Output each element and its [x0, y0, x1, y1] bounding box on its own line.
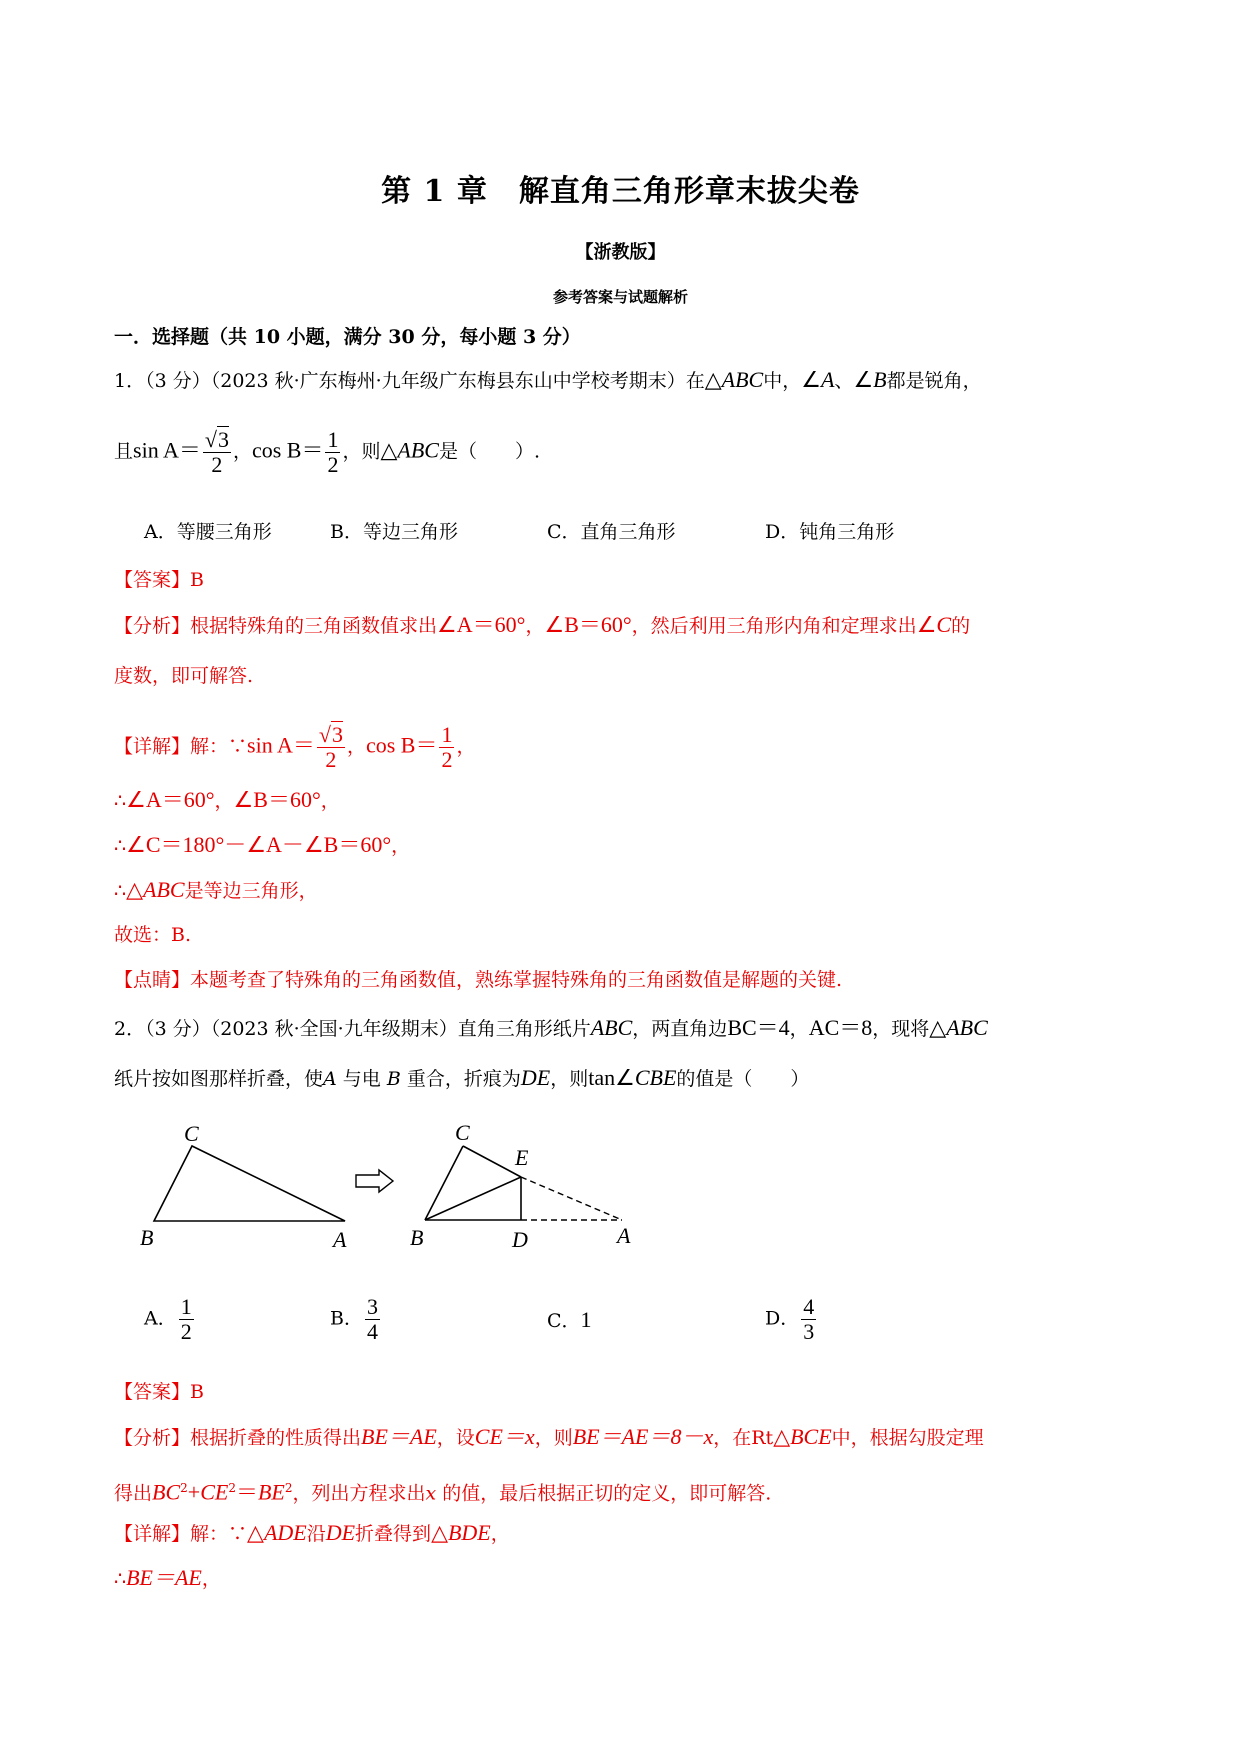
- q2-source: （2023 秋·全国·九年级期末）: [210, 1018, 458, 1040]
- q2-text: 与电: [336, 1068, 387, 1090]
- angle-symbol: ∠: [801, 367, 821, 392]
- step-text: ，: [214, 790, 234, 812]
- q1-number: 1．: [114, 370, 146, 392]
- q1-choose: 故选：B.: [114, 924, 192, 946]
- fraction-1-over-2: [439, 723, 454, 772]
- math-be: BE: [257, 1479, 285, 1505]
- q1-step1: [114, 788, 340, 813]
- therefore-symbol: ∴: [114, 790, 127, 812]
- detail-label: 【详解】解：∵: [114, 1523, 248, 1545]
- q2-text: ，两直角边: [632, 1018, 728, 1040]
- triangle-symbol: △: [126, 877, 144, 902]
- angle-symbol: ∠: [615, 1065, 635, 1090]
- q1-option-a: A．等腰三角形: [144, 521, 272, 543]
- angle-symbol: ∠: [303, 832, 324, 857]
- q2-figure: [130, 1115, 670, 1255]
- label-e: E: [515, 1145, 529, 1170]
- arrow-icon: [356, 1170, 393, 1192]
- detail-label: 【详解】解：∵: [114, 735, 248, 758]
- label-a: A: [333, 1227, 347, 1252]
- math-a: A: [820, 367, 835, 392]
- denominator: 2: [327, 452, 339, 477]
- q1-step3: [114, 878, 318, 903]
- folded-triangle: [410, 1120, 631, 1252]
- math-de: DE: [325, 1520, 356, 1545]
- math-ade: ADE: [263, 1520, 307, 1545]
- label-d: D: [512, 1227, 528, 1252]
- fraction-1-over-2: [325, 428, 340, 477]
- math-cbe: CBE: [634, 1065, 677, 1090]
- label-c: C: [455, 1120, 470, 1145]
- q1-text: 是（ ）.: [438, 440, 541, 463]
- math-x: x: [425, 1482, 437, 1505]
- math-bc: BC: [152, 1479, 181, 1505]
- numerator: 1: [327, 427, 339, 452]
- math-c: C: [936, 612, 952, 637]
- denominator: 2: [325, 747, 337, 772]
- q1-text: ，则: [342, 440, 381, 463]
- q2-answer: 【答案】B: [114, 1381, 204, 1403]
- math-de: DE: [520, 1065, 551, 1090]
- numerator: 3: [366, 1294, 378, 1319]
- q1-text: 都是锐角，: [886, 370, 982, 392]
- step-text: 是等边三角形，: [184, 880, 318, 902]
- denominator: 2: [211, 452, 223, 477]
- detail-text: ，: [201, 1568, 221, 1590]
- triangle-symbol: △: [704, 367, 722, 392]
- q1-analysis-line2: 度数，即可解答.: [114, 665, 254, 687]
- math-bde: BDE: [447, 1520, 491, 1545]
- math-sin-a: sin A＝: [247, 732, 315, 758]
- angle-symbol: ∠: [246, 832, 267, 857]
- denominator: 3: [803, 1319, 815, 1344]
- math-ac-8: AC＝8: [808, 1015, 873, 1040]
- math-abc: ABC: [397, 437, 439, 463]
- q2-option-b: [330, 1295, 382, 1344]
- math-b-60: B＝60°: [253, 787, 321, 812]
- q2-option-a: [144, 1295, 196, 1344]
- option-label: A．: [144, 1307, 177, 1330]
- q1-score: （3 分）: [145, 370, 211, 392]
- math-bc-4: BC＝4: [727, 1015, 790, 1040]
- label-c: C: [184, 1121, 199, 1146]
- q2-analysis-line2: [114, 1476, 771, 1505]
- point-a: A: [323, 1068, 337, 1090]
- math-c-180: C＝180°－: [145, 832, 247, 857]
- math-tan: tan: [588, 1065, 616, 1090]
- analysis-text: ，列出方程求出: [292, 1482, 426, 1505]
- q1-answer: 【答案】B: [114, 569, 204, 591]
- angle-symbol: ∠: [126, 787, 146, 812]
- analysis-text: 中，根据勾股定理: [831, 1427, 984, 1449]
- triangle-symbol: △: [929, 1015, 947, 1040]
- analysis-text: ，: [525, 615, 545, 637]
- detail-text: 折叠得到: [355, 1523, 432, 1545]
- q2-detail-line2: [114, 1566, 221, 1591]
- detail-text: ，: [490, 1523, 510, 1545]
- q1-text: 中，: [763, 370, 802, 392]
- label-b: B: [140, 1225, 154, 1250]
- q1-source: （2023 秋·广东梅州·九年级广东梅县东山中学校考期末）: [210, 370, 686, 392]
- option-label: C．: [547, 1310, 581, 1332]
- analysis-text: 的值，最后根据正切的定义，即可解答.: [436, 1482, 772, 1505]
- section-heading: 一．选择题（共 10 小题，满分 30 分，每小题 3 分）: [114, 326, 581, 348]
- math-b-60: B＝60°: [323, 832, 392, 857]
- math-a-60: A＝60°: [145, 787, 215, 812]
- detail-text: ，: [346, 735, 366, 758]
- therefore-symbol: ∴: [114, 1568, 127, 1590]
- math-be-chain: BE＝AE＝8－x: [572, 1424, 714, 1449]
- triangle-symbol: △: [773, 1424, 791, 1449]
- math-a-60: A＝60°: [456, 612, 526, 637]
- page-title: 第 1 章 解直角三角形章末拔尖卷: [381, 174, 860, 209]
- math-b-60: B＝60°: [564, 612, 632, 637]
- triangle-symbol: △: [431, 1520, 448, 1545]
- option-label: D．: [765, 1307, 800, 1330]
- option-label: B．: [330, 1307, 363, 1330]
- math-ce-x: CE＝x: [474, 1424, 535, 1449]
- q1-step2: [114, 833, 410, 858]
- math-bce: BCE: [790, 1424, 832, 1449]
- q1-detail-line1: [114, 723, 476, 772]
- math-cos-b: cos B＝: [251, 437, 324, 463]
- superscript: 2: [228, 1481, 236, 1495]
- triangle-symbol: △: [380, 437, 398, 463]
- sqrt-symbol: √: [318, 722, 331, 747]
- math-be-ae: BE＝AE: [361, 1424, 437, 1449]
- math-be-ae: BE＝AE: [126, 1565, 202, 1590]
- q2-detail-line1: [114, 1521, 510, 1546]
- analysis-text: 【分析】根据特殊角的三角函数值求出: [114, 615, 438, 637]
- q2-text: ，则: [550, 1068, 589, 1090]
- q1-text: 、: [834, 370, 854, 392]
- q1-stem-line1: [114, 368, 982, 393]
- numerator: 1: [441, 722, 453, 747]
- q2-option-c: [547, 1308, 592, 1333]
- analysis-text: ，设: [436, 1427, 475, 1449]
- q1-option-c: C．直角三角形: [547, 521, 676, 543]
- q2-text: ，: [789, 1018, 809, 1040]
- q2-text: 的值是（ ）: [676, 1068, 810, 1090]
- denominator: 2: [441, 747, 453, 772]
- q2-number: 2．: [114, 1018, 146, 1040]
- edition-label: 【浙教版】: [575, 242, 666, 263]
- q2-analysis-line1: [114, 1425, 984, 1450]
- label-a: A: [617, 1223, 631, 1248]
- q2-text: 纸片按如图那样折叠，使: [114, 1068, 324, 1090]
- sqrt-symbol: √: [204, 427, 217, 452]
- angle-symbol: ∠: [916, 612, 937, 637]
- sqrt-radicand: 3: [217, 427, 229, 452]
- triangle-symbol: △: [247, 1520, 264, 1545]
- math-abc: ABC: [946, 1015, 988, 1040]
- q2-text: ，现将: [872, 1018, 930, 1040]
- q2-stem-line2: [114, 1066, 809, 1091]
- analysis-text: 得出: [114, 1482, 153, 1505]
- angle-symbol: ∠: [126, 832, 146, 857]
- original-triangle: [140, 1121, 347, 1252]
- math-ce: CE: [200, 1479, 229, 1505]
- q2-option-d: [765, 1295, 818, 1344]
- subtitle: 参考答案与试题解析: [552, 288, 688, 306]
- analysis-text: ，在Rt: [713, 1427, 774, 1449]
- angle-symbol: ∠: [233, 787, 254, 812]
- fraction-1-over-2: [179, 1295, 194, 1344]
- superscript: 2: [284, 1481, 293, 1495]
- label-b: B: [410, 1225, 424, 1250]
- q1-comment: 【点睛】本题考查了特殊角的三角函数值，熟练掌握特殊角的三角函数值是解题的关键.: [114, 969, 843, 991]
- math-cos-b: cos B＝: [365, 732, 438, 758]
- therefore-symbol: ∴: [114, 835, 127, 857]
- analysis-text: ，然后利用三角形内角和定理求出: [631, 615, 917, 637]
- sqrt-radicand: 3: [331, 722, 343, 747]
- q1-text: ，: [232, 440, 252, 463]
- detail-text: 沿: [306, 1523, 326, 1545]
- analysis-text: 【分析】根据折叠的性质得出: [114, 1427, 362, 1449]
- numerator: 4: [803, 1294, 815, 1319]
- q2-score: （3 分）: [145, 1018, 211, 1040]
- math-minus-a: A－: [266, 832, 304, 857]
- math-b: B: [873, 367, 887, 392]
- q1-option-d: D．钝角三角形: [765, 521, 895, 543]
- q2-text: 重合，折痕为: [400, 1068, 521, 1090]
- step-text: ，: [391, 835, 411, 857]
- point-b: B: [386, 1068, 401, 1090]
- math-plus: +: [187, 1479, 201, 1505]
- q1-text: 且: [114, 440, 134, 463]
- math-abc: ABC: [143, 877, 185, 902]
- fraction-sqrt3-over-2: [203, 428, 231, 477]
- denominator: 2: [180, 1319, 192, 1344]
- math-abc: ABC: [590, 1015, 633, 1040]
- analysis-text: ，则: [534, 1427, 573, 1449]
- option-value: 1: [580, 1307, 592, 1332]
- q1-option-b: B．等边三角形: [330, 521, 458, 543]
- fraction-3-over-4: [365, 1295, 380, 1344]
- q2-stem-line1: [114, 1016, 988, 1041]
- q2-text: 直角三角形纸片: [457, 1018, 591, 1040]
- math-abc: ABC: [721, 367, 764, 392]
- math-eq: ＝: [235, 1479, 258, 1505]
- superscript: 2: [180, 1481, 188, 1495]
- fraction-4-over-3: [801, 1295, 816, 1344]
- q1-text: 在: [685, 370, 705, 392]
- angle-symbol: ∠: [853, 367, 874, 392]
- therefore-symbol: ∴: [114, 880, 127, 902]
- q1-analysis-line1: [114, 613, 970, 638]
- angle-symbol: ∠: [437, 612, 457, 637]
- detail-text: ，: [456, 735, 476, 758]
- numerator: 1: [180, 1294, 192, 1319]
- fraction-sqrt3-over-2: [317, 723, 345, 772]
- denominator: 4: [366, 1319, 378, 1344]
- analysis-text: 的: [951, 615, 971, 637]
- angle-symbol: ∠: [544, 612, 565, 637]
- math-sin-a: sin A＝: [133, 437, 201, 463]
- q1-stem-line2: [114, 428, 540, 477]
- step-text: ，: [320, 790, 340, 812]
